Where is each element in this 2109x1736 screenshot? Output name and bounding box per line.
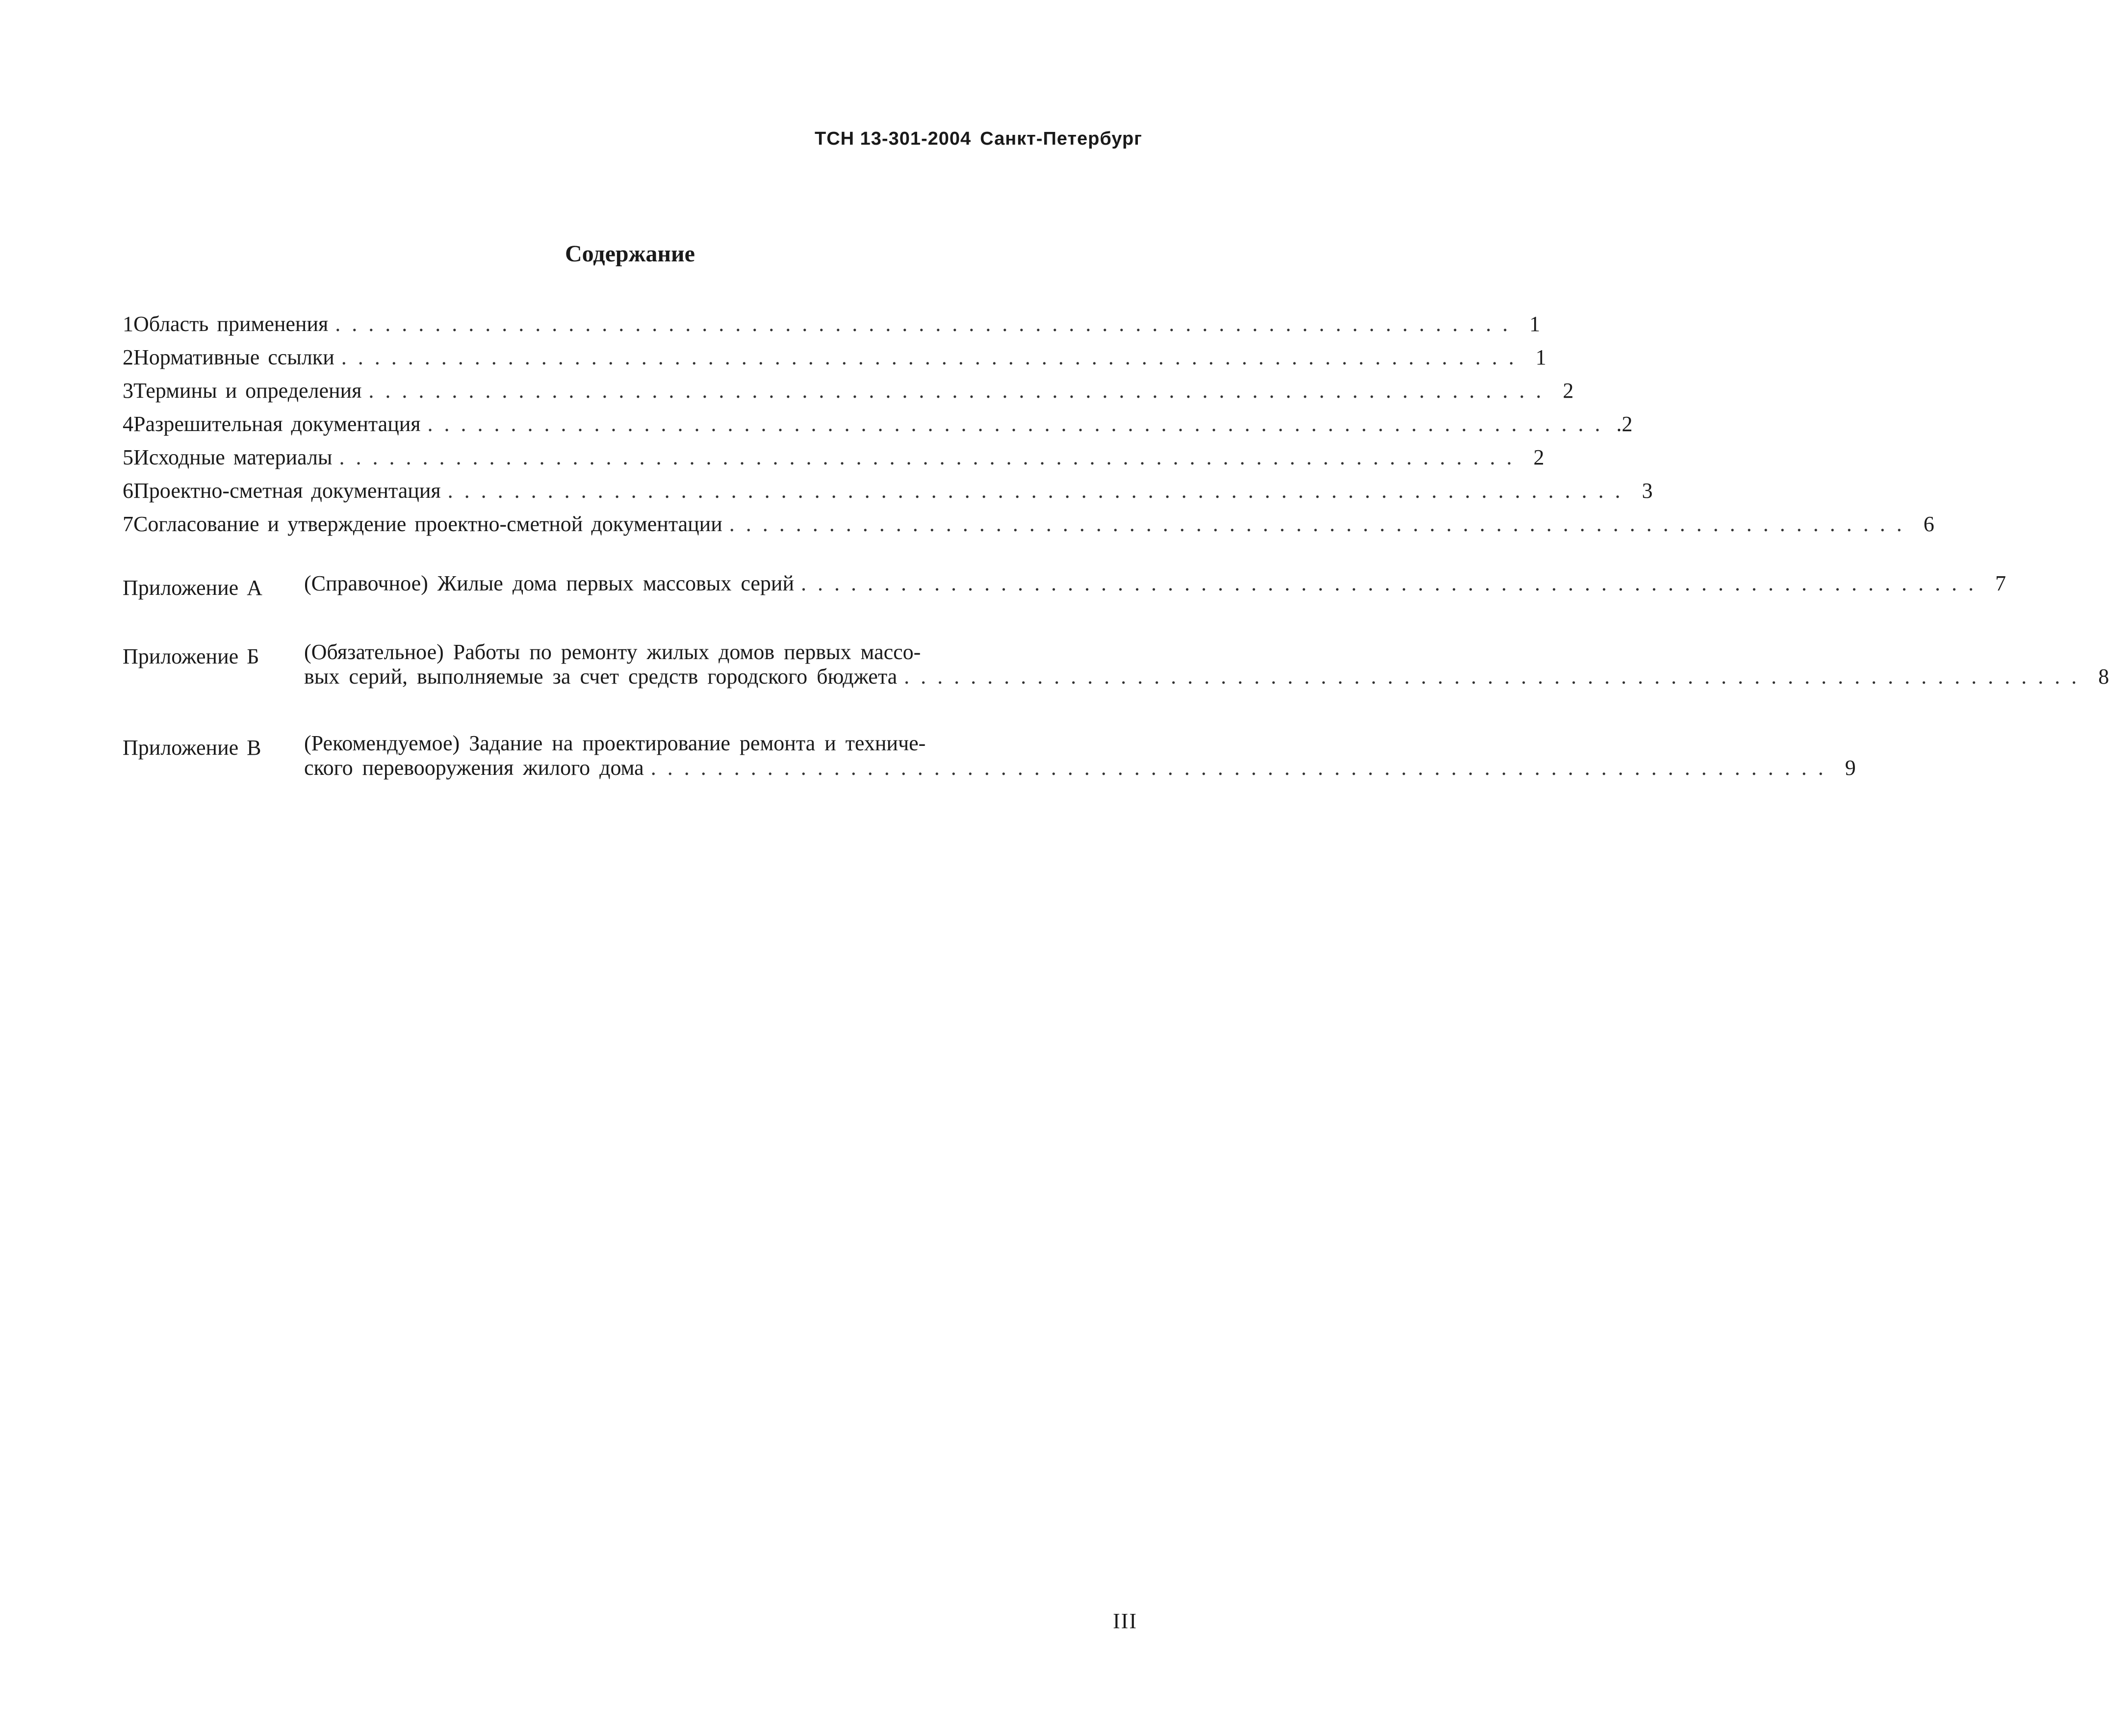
appendix-title-line: (Рекомендуемое) Задание на проектирование ремонта и техниче- <box>304 731 926 755</box>
toc-entry[interactable] <box>123 441 1544 474</box>
dot-leader <box>448 474 1623 508</box>
dot-leader <box>729 508 1905 541</box>
dot-leader <box>368 374 1544 408</box>
toc-entry-page: 2 <box>1563 379 1574 403</box>
page-number: III <box>1113 1609 1137 1633</box>
dot-leader <box>335 307 1511 341</box>
toc-entry[interactable] <box>123 474 1653 508</box>
appendix-heading: Приложение А <box>123 576 262 600</box>
toc-entry-number: 6 <box>123 479 133 503</box>
appendix-title-line: (Справочное) Жилые дома первых массовых серий <box>304 571 795 595</box>
toc-entry-number: 5 <box>123 445 133 469</box>
toc-entry-label: Проектно-сметная документация <box>133 479 441 503</box>
toc-entry[interactable] <box>123 374 1574 408</box>
toc-entry-page: 2 <box>1533 445 1544 469</box>
toc-entry-number: 1 <box>123 312 133 336</box>
toc-entry-number: 2 <box>123 345 133 369</box>
appendix-page: 8 <box>2098 664 2109 689</box>
dot-leader <box>339 441 1515 474</box>
document-header <box>815 128 1142 150</box>
toc-entry[interactable] <box>123 307 1541 341</box>
appendix-entry-b[interactable] <box>123 640 2109 689</box>
appendix-page: 9 <box>1845 756 1856 780</box>
table-of-contents <box>123 307 2109 780</box>
dot-leader <box>428 408 1603 441</box>
standard-code: ТСН 13-301-2004 <box>815 128 972 149</box>
toc-entry[interactable] <box>123 508 1934 541</box>
toc-entry[interactable] <box>123 341 1546 374</box>
toc-entry-page: .2 <box>1616 412 1633 436</box>
appendix-entry-a[interactable] <box>123 571 2006 605</box>
dot-leader <box>801 571 1977 596</box>
appendix-page: 7 <box>1995 571 2006 595</box>
toc-entry-label: Термины и определения <box>133 379 362 403</box>
toc-entry-page: 3 <box>1642 479 1653 503</box>
toc-entry-label: Исходные материалы <box>133 445 333 469</box>
toc-entry-page: 1 <box>1529 312 1541 336</box>
dot-leader <box>651 756 1826 780</box>
toc-entry-number: 4 <box>123 412 133 436</box>
appendix-title-line: (Обязательное) Работы по ремонту жилых домов первых массо- <box>304 640 921 664</box>
toc-entry[interactable] <box>123 408 1633 441</box>
appendix-heading: Приложение В <box>123 736 261 760</box>
city-name: Санкт-Петербург <box>980 128 1142 149</box>
toc-entry-label: Согласование и утверждение проектно-сметной документации <box>133 512 722 536</box>
toc-entry-page: 6 <box>1923 512 1934 536</box>
appendix-entry-c[interactable] <box>123 731 1856 780</box>
toc-title: Содержание <box>565 241 695 267</box>
appendix-title-line: ского перевооружения жилого дома <box>304 756 644 780</box>
dot-leader <box>341 341 1517 374</box>
toc-entry-label: Область применения <box>133 312 329 336</box>
toc-entry-page: 1 <box>1535 345 1546 369</box>
toc-entry-number: 7 <box>123 512 133 536</box>
toc-entry-label: Разрешительная документация <box>133 412 421 436</box>
toc-entry-label: Нормативные ссылки <box>133 345 334 369</box>
toc-entry-number: 3 <box>123 379 133 403</box>
dot-leader <box>904 664 2080 689</box>
appendix-heading: Приложение Б <box>123 644 259 668</box>
appendix-title-line: вых серий, выполняемые за счет средств городского бюджета <box>304 664 898 689</box>
